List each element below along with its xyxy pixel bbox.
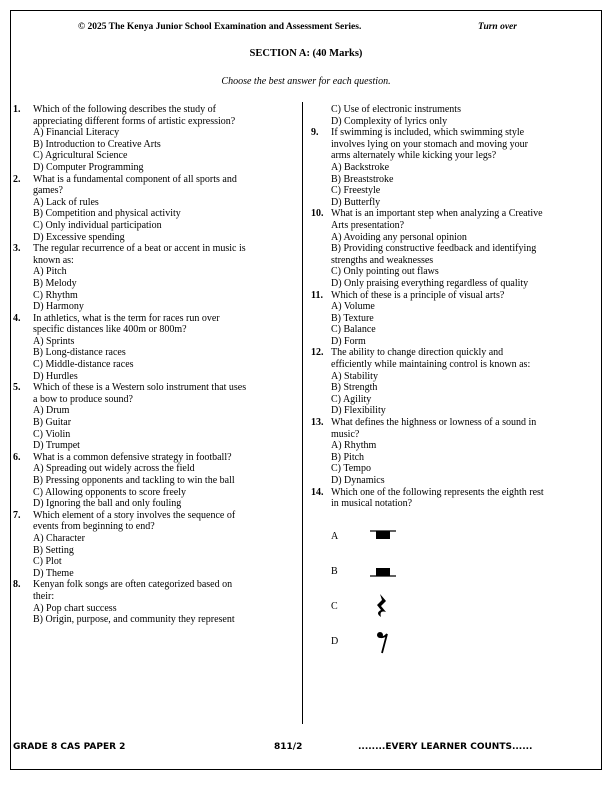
answer-option: D) Complexity of lyrics only: [331, 115, 448, 127]
q14-option-label: A: [331, 531, 339, 543]
answer-option: D) Form: [331, 335, 366, 347]
half-rest-icon: [363, 557, 403, 587]
answer-option: B) Breaststroke: [331, 173, 394, 185]
question-text: If swimming is included, which swimming style: [331, 127, 525, 139]
answer-option: B) Long-distance races: [33, 347, 126, 359]
question-text: their:: [33, 590, 55, 602]
question-item: [13, 452, 293, 510]
question-text: The ability to change direction quickly and: [331, 347, 504, 359]
question-text: efficiently while maintaining control is known as:: [331, 359, 531, 371]
instruction-text: Choose the best answer for each question.: [221, 76, 391, 87]
answer-option: A) Spreading out widely across the field: [33, 463, 195, 475]
answer-option: A) Stability: [331, 370, 378, 382]
answer-option: B) Melody: [33, 277, 77, 289]
answer-option: A) Pitch: [33, 266, 67, 278]
answer-option: A) Rhythm: [331, 440, 377, 452]
question-item: [13, 579, 293, 625]
question-number: 1.: [13, 104, 21, 115]
answer-option: D) Ignoring the ball and only fouling: [33, 498, 182, 510]
answer-option: C) Agricultural Science: [33, 150, 128, 162]
column-divider: [302, 102, 303, 724]
question-item: [13, 104, 293, 174]
answer-option: B) Competition and physical activity: [33, 208, 181, 220]
question-number: 13.: [311, 417, 324, 429]
copyright-text: © 2025 The Kenya Junior School Examination and Assessment Series.: [78, 22, 362, 32]
question-text: specific distances like 400m or 800m?: [33, 324, 187, 336]
question-text: What is an important step when analyzing a Creative: [331, 208, 543, 220]
answer-option: D) Trumpet: [33, 440, 80, 452]
answer-option: B) Pressing opponents and tackling to win the ball: [33, 475, 235, 486]
question-number: 4.: [13, 312, 21, 324]
left-column: [13, 104, 293, 626]
answer-option: B) Strength: [331, 382, 378, 394]
whole-rest-icon: [363, 522, 403, 552]
question-number: 3.: [13, 243, 21, 255]
question-number: 11.: [311, 289, 323, 301]
q14-option-label: B: [331, 566, 338, 578]
question-item: [13, 243, 293, 313]
answer-option: C) Use of electronic instruments: [331, 104, 461, 115]
answer-option: B) Guitar: [33, 417, 72, 429]
answer-option: B) Providing constructive feedback and identifying: [331, 243, 537, 255]
answer-option: D) Computer Programming: [33, 161, 144, 173]
question-item: [311, 417, 594, 487]
answer-option: C) Violin: [33, 428, 71, 440]
answer-option: D) Excessive spending: [33, 231, 125, 243]
answer-option: A) Financial Literacy: [33, 127, 120, 139]
q14-option: [331, 625, 594, 660]
answer-option: A) Lack of rules: [33, 196, 99, 208]
q14-notation-options: [311, 520, 594, 660]
answer-option: C) Freestyle: [331, 185, 381, 197]
answer-option: C) Allowing opponents to score freely: [33, 486, 187, 498]
question-text: events from beginning to end?: [33, 521, 155, 533]
answer-option: D) Theme: [33, 567, 74, 579]
eighth-rest-icon: [363, 627, 403, 657]
question-text: involves lying on your stomach and moving your: [331, 138, 528, 150]
answer-option: C) Only pointing out flaws: [331, 266, 439, 278]
q14-option-label: C: [331, 601, 338, 613]
question-text: Which one of the following represents the eighth rest: [331, 486, 544, 498]
question-text: known as:: [33, 254, 74, 266]
quarter-rest-icon: [363, 592, 403, 622]
answer-option: C) Middle-distance races: [33, 359, 134, 371]
footer-motto: ........EVERY LEARNER COUNTS......: [358, 742, 533, 752]
section-title: SECTION A: (40 Marks): [249, 48, 363, 59]
question-item: [311, 208, 594, 289]
question-item: [13, 382, 293, 452]
answer-option: strengths and weaknesses: [331, 254, 434, 266]
question-text: Kenyan folk songs are often categorized based on: [33, 579, 233, 591]
answer-option: B) Texture: [331, 312, 374, 324]
question-item: [311, 127, 594, 208]
answer-option: A) Sprints: [33, 335, 75, 347]
question-text: arms alternately while kicking your legs?: [331, 150, 497, 162]
q14-option-label: D: [331, 636, 339, 648]
question-item: [13, 174, 293, 244]
answer-option: A) Backstroke: [331, 161, 390, 173]
question-number: 7.: [13, 509, 21, 521]
answer-option: D) Flexibility: [331, 405, 386, 417]
question-text: in musical notation?: [331, 498, 413, 510]
question-number: 12.: [311, 347, 324, 359]
question-item: [311, 487, 594, 510]
question-text: Which of the following describes the study of: [33, 104, 217, 115]
question-number: 10.: [311, 208, 324, 220]
answer-option: B) Introduction to Creative Arts: [33, 138, 161, 150]
question-text: In athletics, what is the term for races run over: [33, 312, 220, 324]
q14-option: [331, 555, 594, 590]
question-text: The regular recurrence of a beat or accent in music is: [33, 243, 246, 255]
question-text: What defines the highness or lowness of a sound in: [331, 417, 537, 429]
question-text: What is a common defensive strategy in football?: [33, 451, 232, 463]
answer-option: C) Only individual participation: [33, 219, 162, 231]
question-text: What is a fundamental component of all sports and: [33, 173, 237, 185]
answer-option: A) Pop chart success: [33, 602, 117, 614]
question-number: 9.: [311, 127, 319, 139]
answer-option: D) Butterfly: [331, 196, 381, 208]
question-text: Which element of a story involves the sequence of: [33, 509, 236, 521]
answer-option: C) Agility: [331, 393, 372, 405]
answer-option: B) Origin, purpose, and community they represent: [33, 614, 235, 626]
answer-option: C) Plot: [33, 556, 62, 568]
answer-option: B) Setting: [33, 544, 74, 556]
question-text: Arts presentation?: [331, 219, 405, 231]
answer-option: D) Only praising everything regardless of quality: [331, 277, 529, 289]
turn-over-text: Turn over: [478, 22, 517, 32]
question-item: [13, 313, 293, 383]
question-item: [311, 347, 594, 417]
question-text: games?: [33, 185, 63, 197]
answer-option: A) Character: [33, 532, 85, 544]
question-text: a bow to produce sound?: [33, 393, 133, 405]
question-number: 6.: [13, 451, 21, 463]
question-number: 14.: [311, 486, 324, 498]
q14-option: [331, 590, 594, 625]
answer-option: C) Rhythm: [33, 289, 78, 301]
answer-option: B) Pitch: [331, 451, 365, 463]
question-text: Which of these is a principle of visual arts?: [331, 289, 505, 301]
question-item: [311, 290, 594, 348]
right-column: [311, 104, 594, 660]
question-text: music?: [331, 428, 360, 440]
question-number: 5.: [13, 382, 21, 394]
q14-option: [331, 520, 594, 555]
question-text: appreciating different forms of artistic expression?: [33, 115, 236, 127]
question-number: 2.: [13, 173, 21, 185]
footer-paper-code: 811/2: [274, 742, 303, 752]
question-item: [13, 510, 293, 580]
answer-option: A) Volume: [331, 301, 375, 313]
answer-option: A) Drum: [33, 405, 70, 417]
question-text: Which of these is a Western solo instrument that uses: [33, 382, 247, 394]
answer-option: D) Harmony: [33, 301, 84, 313]
answer-option: C) Balance: [331, 324, 376, 336]
footer-paper-label: GRADE 8 CAS PAPER 2: [13, 742, 126, 752]
answer-option: C) Tempo: [331, 463, 371, 475]
answer-option: D) Dynamics: [331, 475, 385, 486]
answer-option: D) Hurdles: [33, 370, 78, 382]
answer-option: A) Avoiding any personal opinion: [331, 231, 467, 243]
question-number: 8.: [13, 579, 21, 591]
